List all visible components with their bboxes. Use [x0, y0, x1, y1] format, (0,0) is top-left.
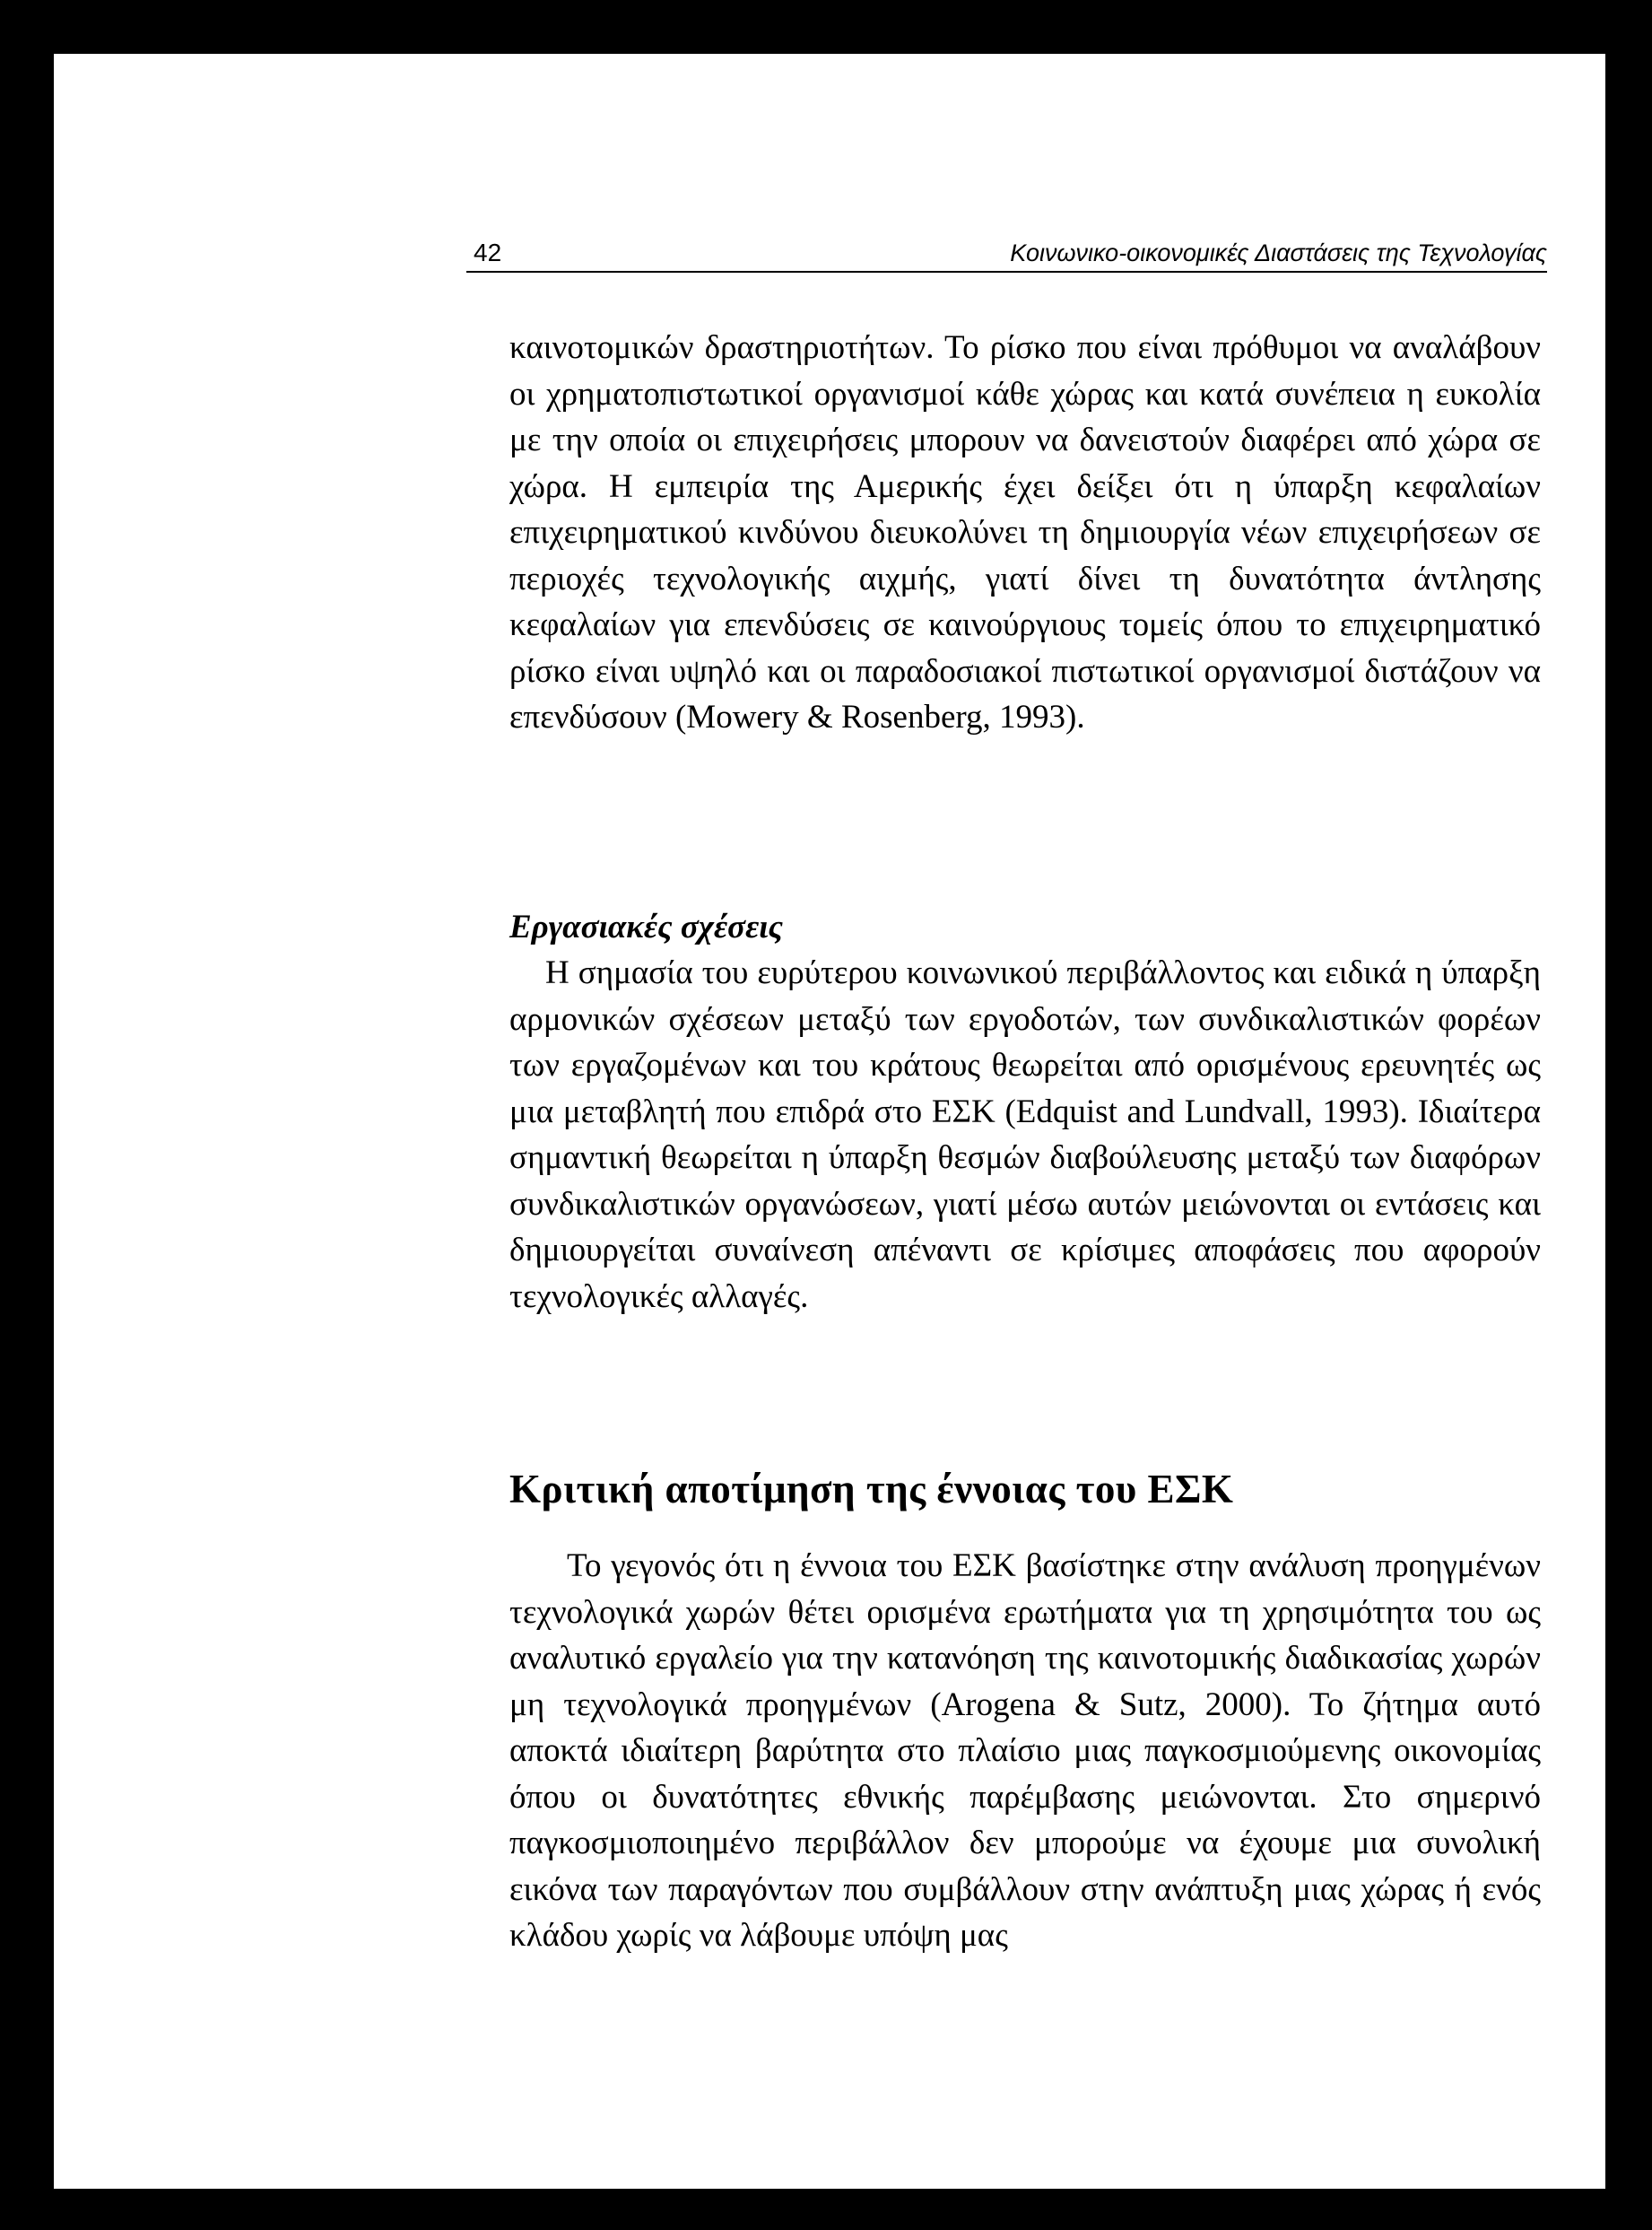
- paragraph-2: [509, 950, 1541, 1320]
- section-heading-critical-assessment: Κριτική αποτίμηση της έννοιας του ΕΣΚ: [509, 1467, 1234, 1511]
- page-number: 42: [474, 239, 502, 266]
- running-title: Κοινωνικο-οικονομικές Διαστάσεις της Τεχνολογίας: [1010, 240, 1547, 266]
- paragraph-2-text: Η σημασία του ευρύτερου κοινωνικού περιβάλλοντος και ειδικά η ύπαρξη αρμονικών σχέσεων μεταξύ των εργοδοτών, των συνδικαλιστικών φορέων των εργαζομένων και του κράτους θεωρείται από ορισμένους ερευνητές ως μια μεταβλητή που επιδρά στο ΕΣΚ (Edquist and Lundvall, 1993). Ιδιαίτερα σημαντική θεωρείται η ύπαρξη θεσμών διαβούλευσης μεταξύ των διαφόρων συνδικαλιστικών οργανώσεων, γιατί μέσω αυτών μειώνονται οι εντάσεις και δημιουργείται συναίνεση απέναντι σε κρίσιμες αποφάσεις που αφορούν τεχνολογικές αλλαγές.: [509, 954, 1541, 1315]
- subsection-heading-labor-relations: Εργασιακές σχέσεις: [509, 909, 784, 945]
- paragraph-1: [509, 325, 1541, 741]
- paragraph-3-text: Το γεγονός ότι η έννοια του ΕΣΚ βασίστηκε στην ανάλυση προηγμένων τεχνολογικά χωρών θέτει ορισμένα ερωτήματα για τη χρησιμότητα του ως αναλυτικό εργαλείο για την κατανόηση της καινοτομικής διαδικασίας χωρών μη τεχνολογικά προηγμένων (Arogena & Sutz, 2000). Το ζήτημα αυτό αποκτά ιδιαίτερη βαρύτητα στο πλαίσιο μιας παγκοσμιούμενης οικονομίας όπου οι δυνατότητες εθνικής παρέμβασης μειώνονται. Στο σημερινό παγκοσμιοποιημένο περιβάλλον δεν μπορούμε να έχουμε μια συνολική εικόνα των παραγόντων που συμβάλλουν στην ανάπτυξη μιας χώρας ή ενός κλάδου χωρίς να λάβουμε υπόψη μας: [509, 1547, 1541, 1954]
- paragraph-1-text: καινοτομικών δραστηριοτήτων. Το ρίσκο που είναι πρόθυμοι να αναλάβουν οι χρηματοπιστωτικοί οργανισμοί κάθε χώρας και κατά συνέπεια η ευκολία με την οποία οι επιχειρήσεις μπορουν να δανειστούν διαφέρει από χώρα σε χώρα. Η εμπειρία της Αμερικής έχει δείξει ότι η ύπαρξη κεφαλαίων επιχειρηματικού κινδύνου διευκολύνει τη δημιουργία νέων επιχειρήσεων σε περιοχές τεχνολογικής αιχμής, γιατί δίνει τη δυνατότητα άντλησης κεφαλαίων για επενδύσεις σε καινούργιους τομείς όπου το επιχειρηματικό ρίσκο είναι υψηλό και οι παραδοσιακοί πιστωτικοί οργανισμοί διστάζουν να επενδύσουν (Mowery & Rosenberg, 1993).: [509, 329, 1541, 736]
- paragraph-3: [509, 1543, 1541, 1959]
- running-header: [466, 230, 1547, 273]
